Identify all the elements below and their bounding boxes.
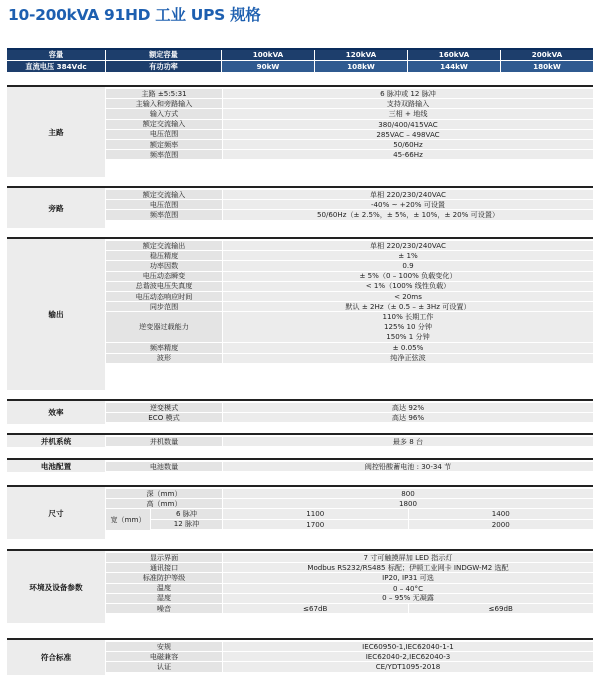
spec-value: 6 脉冲或 12 脉冲 (222, 89, 593, 98)
spec-value: ± 1% (222, 251, 593, 260)
spec-value: 285VAC – 498VAC (222, 130, 593, 139)
spec-row (106, 563, 593, 573)
spec-value: 0 – 40°C (222, 584, 593, 593)
spec-value: ± 0.05% (222, 343, 593, 352)
spec-key: 同步范围 (106, 302, 222, 311)
spec-row (106, 89, 593, 99)
spec-key: 频率精度 (106, 343, 222, 352)
spec-row (106, 190, 593, 200)
section-rows (106, 89, 593, 160)
spec-key: 电压范围 (106, 130, 222, 139)
spec-row (106, 662, 593, 672)
spec-value: ± 5%（0 – 100% 负载变化） (222, 272, 593, 281)
spec-key: 输入方式 (106, 109, 222, 118)
spec-value: 1100 (222, 509, 408, 518)
spec-row (106, 150, 593, 160)
spec-value: 阀控铅酸蓄电池 : 30-34 节 (222, 462, 593, 471)
section-parallel (7, 433, 593, 447)
section-label: 尺寸 (7, 487, 105, 539)
spec-value: 50/60Hz (222, 140, 593, 149)
spec-value: -40% ~ +20% 可设置 (222, 200, 593, 209)
spec-row (106, 272, 593, 282)
spec-value: Modbus RS232/RS485 标配；伊顿工业网卡 INDGW-M2 选配 (222, 563, 593, 572)
model-column (500, 50, 593, 72)
section-rows (106, 403, 593, 423)
section-rows (106, 462, 593, 472)
spec-row (106, 302, 593, 312)
spec-value: IEC60950-1,IEC62040-1-1 (222, 642, 593, 651)
spec-row (106, 354, 593, 364)
spec-key: 额定交流输入 (106, 120, 222, 129)
section-rows (106, 437, 593, 447)
spec-value: < 1%（100% 线性负载） (222, 282, 593, 291)
spec-key: 噪音 (106, 604, 222, 613)
spec-value: 380/400/415VAC (222, 120, 593, 129)
spec-row (106, 437, 593, 447)
spec-key: 并机数量 (106, 437, 222, 446)
section-env (7, 549, 593, 623)
spec-key: 深（mm） (106, 489, 222, 498)
spec-key: 电池数量 (106, 462, 222, 471)
spec-value: < 20ms (222, 292, 593, 301)
spec-value: 1400 (408, 509, 594, 518)
model-kva: 160kVA (408, 50, 500, 61)
spec-row (106, 210, 593, 220)
rated-capacity-label: 额定容量 (106, 50, 221, 61)
spec-value: 7 寸可触摸屏加 LED 指示灯 (222, 553, 593, 562)
spec-key: 电磁兼容 (106, 652, 222, 661)
width-rows (151, 509, 593, 529)
section-rows (106, 489, 593, 530)
spec-row (106, 200, 593, 210)
spec-row (106, 403, 593, 413)
spec-row (106, 642, 593, 652)
spec-row (106, 499, 593, 509)
section-rows (106, 241, 593, 364)
width-label: 宽（mm） (106, 509, 151, 529)
model-kva: 100kVA (222, 50, 314, 61)
spec-value: 单相 220/230/240VAC (222, 190, 593, 199)
spec-key: 主输入和旁路输入 (106, 99, 222, 108)
spec-row (106, 413, 593, 423)
spec-key: 温度 (106, 584, 222, 593)
spec-key: 额定频率 (106, 140, 222, 149)
spec-value: 三相 + 地线 (222, 109, 593, 118)
spec-key: 稳压精度 (106, 251, 222, 260)
spec-row (106, 99, 593, 109)
page-title: 10-200kVA 91HD 工业 UPS 规格 (8, 6, 261, 24)
spec-key: 认证 (106, 662, 222, 671)
spec-key: 波形 (106, 354, 222, 363)
spec-value: ≤67dB (222, 604, 408, 613)
spec-key: 频率范围 (106, 210, 222, 219)
spec-value: 高达 92% (222, 403, 593, 412)
section-battery (7, 458, 593, 472)
spec-row (106, 282, 593, 292)
model-column (314, 50, 407, 72)
section-label: 并机系统 (7, 435, 105, 447)
spec-key: 逆变器过载能力 (106, 312, 222, 342)
spec-key: 逆变模式 (106, 403, 222, 412)
spec-key: 电压范围 (106, 200, 222, 209)
spec-row (106, 604, 593, 614)
overload-line: 110% 长期工作 (382, 312, 434, 322)
spec-value: 800 (222, 489, 593, 498)
spec-row (106, 553, 593, 563)
spec-row (106, 573, 593, 583)
section-size (7, 485, 593, 539)
section-rows (106, 553, 593, 614)
spec-key: 电压动态响应时间 (106, 292, 222, 301)
spec-key: 频率范围 (106, 150, 222, 159)
model-kva: 200kVA (501, 50, 593, 61)
dc-voltage-label: 直流电压 384Vdc (25, 61, 87, 71)
section-label: 符合标准 (7, 640, 105, 675)
section-label: 环境及设备参数 (7, 551, 105, 623)
header-capacity-captions (105, 50, 221, 72)
model-kw: 108kW (315, 61, 407, 72)
spec-key: 湿度 (106, 594, 222, 603)
section-label: 输出 (7, 239, 105, 390)
section-output (7, 237, 593, 390)
section-label: 旁路 (7, 188, 105, 228)
spec-value: 纯净正弦波 (222, 354, 593, 363)
spec-value: 0.9 (222, 261, 593, 270)
model-kw: 180kW (501, 61, 593, 72)
spec-key: 额定交流输入 (106, 190, 222, 199)
spec-row (151, 520, 593, 530)
overload-line: 125% 10 分钟 (383, 322, 432, 332)
model-column (221, 50, 314, 72)
spec-row-overload (106, 312, 593, 343)
spec-key: 额定交流输出 (106, 241, 222, 250)
spec-key: 12 脉冲 (151, 520, 222, 529)
spec-value: 50/60Hz（± 2.5%，± 5%，± 10%，± 20% 可设置） (222, 210, 593, 219)
spec-key: 电压动态瞬变 (106, 272, 222, 281)
model-kw: 144kW (408, 61, 500, 72)
spec-row (106, 489, 593, 499)
spec-value: ≤69dB (408, 604, 594, 613)
spec-row (151, 509, 593, 519)
section-label: 电池配置 (7, 460, 105, 472)
section-bypass (7, 186, 593, 228)
spec-value: IP20, IP31 可选 (222, 573, 593, 582)
spec-key: 6 脉冲 (151, 509, 222, 518)
spec-value: 45-66Hz (222, 150, 593, 159)
spec-value: 支持双路输入 (222, 99, 593, 108)
spec-key: 总谐波电压失真度 (106, 282, 222, 291)
spec-value: CE/YDT1095-2018 (222, 662, 593, 671)
spec-value: 2000 (408, 520, 594, 529)
section-efficiency (7, 399, 593, 424)
spec-row (106, 140, 593, 150)
spec-key: ECO 模式 (106, 413, 222, 422)
spec-value: 高达 96% (222, 413, 593, 422)
capacity-label: 容量 (7, 50, 105, 61)
spec-key: 高（mm） (106, 499, 222, 508)
spec-key: 通讯接口 (106, 563, 222, 572)
width-group (106, 509, 593, 529)
spec-key: 安规 (106, 642, 222, 651)
spec-value (222, 312, 593, 342)
section-label: 主路 (7, 87, 105, 177)
spec-value: 1800 (222, 499, 593, 508)
spec-key: 标准防护等级 (106, 573, 222, 582)
section-rows (106, 190, 593, 221)
spec-key: 主路 ±5:5:31 (106, 89, 222, 98)
spec-value: 0 – 95% 无凝露 (222, 594, 593, 603)
spec-row (106, 120, 593, 130)
overload-line: 150% 1 分钟 (386, 332, 430, 342)
model-kw: 90kW (222, 61, 314, 72)
spec-row (106, 130, 593, 140)
section-rows (106, 642, 593, 673)
section-label: 效率 (7, 401, 105, 424)
model-column (407, 50, 500, 72)
header-left-label (7, 50, 105, 72)
spec-row (106, 251, 593, 261)
spec-row (106, 594, 593, 604)
model-kva: 120kVA (315, 50, 407, 61)
spec-row (106, 292, 593, 302)
spec-row (106, 241, 593, 251)
spec-row (106, 343, 593, 353)
spec-row (106, 462, 593, 472)
spec-value: IEC62040-2,IEC62040-3 (222, 652, 593, 661)
spec-value: 最多 8 台 (222, 437, 593, 446)
spec-value: 默认 ± 2Hz（± 0.5 – ± 3Hz 可设置） (222, 302, 593, 311)
spec-row (106, 261, 593, 271)
spec-value: 单相 220/230/240VAC (222, 241, 593, 250)
spec-row (106, 652, 593, 662)
section-standards (7, 638, 593, 675)
spec-key: 功率因数 (106, 261, 222, 270)
spec-value: 1700 (222, 520, 408, 529)
spec-row (106, 584, 593, 594)
spec-header (7, 48, 593, 72)
active-power-label: 有功功率 (149, 61, 178, 71)
spec-row (106, 109, 593, 119)
section-main (7, 85, 593, 177)
spec-key: 显示界面 (106, 553, 222, 562)
